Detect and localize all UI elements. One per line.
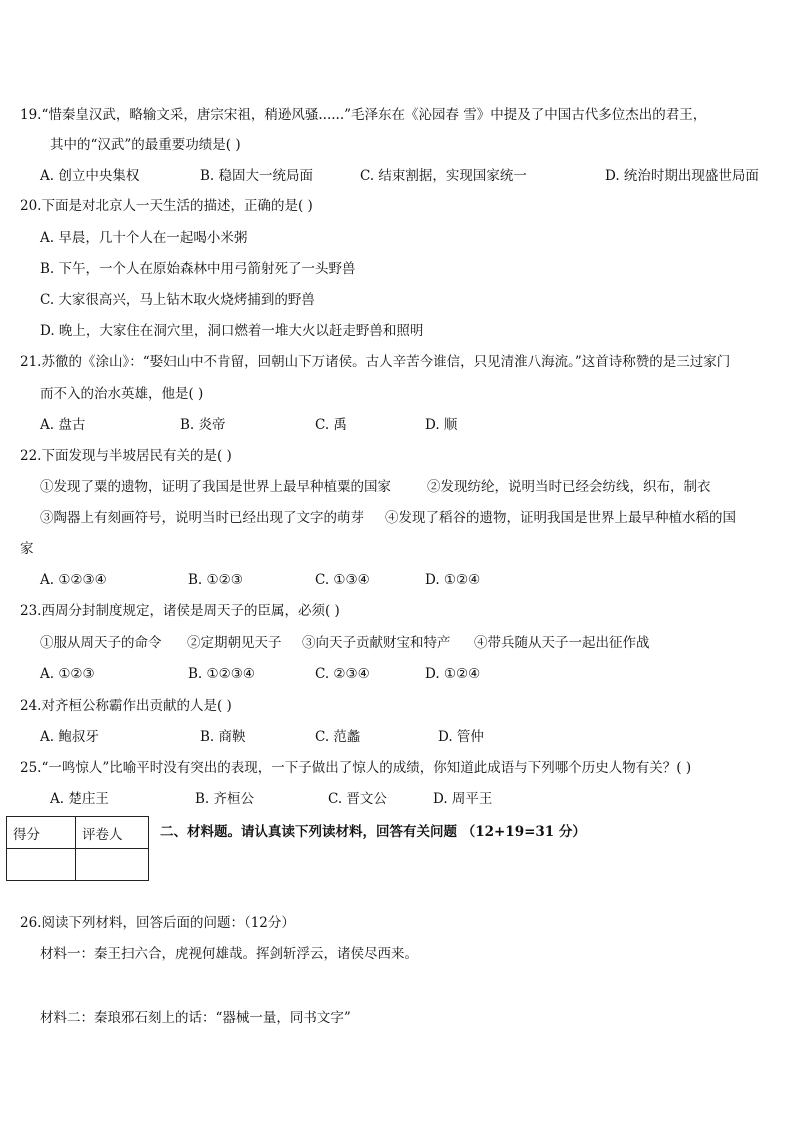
q20-option-b: B. 下午，一个人在原始森林中用弓箭射死了一头野兽 [40, 261, 356, 277]
q20-option-c: C. 大家很高兴，马上钻木取火烧烤捕到的野兽 [40, 292, 315, 308]
q25-option-c: C. 晋文公 [328, 791, 387, 807]
q20-stem: 20.下面是对北京人一天生活的描述，正确的是( ) [20, 198, 313, 214]
q19-stem-line1: 19.“惜秦皇汉武，略输文采，唐宗宋祖，稍逊风骚......”毛泽东在《沁园春 雪》中提及了中国古代多位杰出的君王， [20, 107, 707, 123]
q24-option-d: D. 管仲 [438, 729, 484, 745]
section2-title: 二、材料题。请认真读下列读材料，回答有关问题 （12+19=31 分） [160, 824, 586, 840]
q19-stem-line2: 其中的“汉武”的最重要功绩是( ) [50, 137, 241, 153]
q26-stem: 26.阅读下列材料，回答后面的问题：（12分） [20, 915, 295, 931]
score-label-cell: 得分 [7, 817, 76, 849]
q23-option-b: B. ①②③④ [188, 666, 255, 682]
q22-statement-2: ②发现纺纶，说明当时已经会纺线，织布，制衣 [427, 479, 711, 495]
grader-label-cell: 评卷人 [76, 817, 149, 849]
q22-statement-1: ①发现了粟的遗物，证明了我国是世界上最早种植粟的国家 [40, 479, 391, 495]
q25-option-b: B. 齐桓公 [195, 791, 255, 807]
q21-option-a: A. 盘古 [40, 417, 86, 433]
q25-option-a: A. 楚庄王 [50, 791, 109, 807]
q23-statement-3: ③向天子贡献财宝和特产 [302, 635, 451, 651]
q22-stem: 22.下面发现与半坡居民有关的是( ) [20, 448, 232, 464]
q19-option-b: B. 稳固大一统局面 [200, 168, 314, 184]
q19-option-d: D. 统治时期出现盛世局面 [605, 168, 759, 184]
q23-option-c: C. ②③④ [315, 666, 370, 682]
q21-option-d: D. 顺 [425, 417, 458, 433]
q22-statement-4a: ④发现了稻谷的遗物，证明我国是世界上最早种植水稻的国 [385, 510, 736, 526]
grader-input-cell[interactable] [76, 849, 149, 881]
q24-option-c: C. 范蠡 [315, 729, 361, 745]
q22-option-a: A. ①②③④ [40, 572, 107, 588]
q23-option-d: D. ①②④ [425, 666, 481, 682]
q26-material-1: 材料一：秦王扫六合，虎视何雄哉。挥剑斩浮云，诸侯尽西来。 [40, 946, 418, 962]
q22-option-c: C. ①③④ [315, 572, 370, 588]
q24-stem: 24.对齐桓公称霸作出贡献的人是( ) [20, 698, 232, 714]
q23-statement-2: ②定期朝见天子 [187, 635, 282, 651]
q19-option-c: C. 结束割据，实现国家统一 [360, 168, 527, 184]
q20-option-a: A. 早晨，几十个人在一起喝小米粥 [40, 230, 248, 246]
q23-stem: 23.西周分封制度规定，诸侯是周天子的臣属，必须( ) [20, 603, 340, 619]
q23-statement-1: ①服从周天子的命令 [40, 635, 162, 651]
q25-stem: 25.“一鸣惊人”比喻平时没有突出的表现，一下子做出了惊人的成绩，你知道此成语与下列哪个历史人物有关？( ) [20, 760, 692, 776]
q21-stem-line2: 而不入的治水英雄，他是( ) [40, 386, 204, 402]
q19-option-a: A. 创立中央集权 [40, 168, 140, 184]
score-table [6, 816, 149, 881]
q22-option-d: D. ①②④ [425, 572, 481, 588]
q20-option-d: D. 晚上，大家住在洞穴里，洞口燃着一堆大火以赶走野兽和照明 [40, 323, 424, 339]
q22-option-b: B. ①②③ [188, 572, 243, 588]
q23-option-a: A. ①②③ [40, 666, 95, 682]
q24-option-a: A. 鲍叔牙 [40, 729, 99, 745]
q24-option-b: B. 商鞅 [200, 729, 246, 745]
q26-material-2: 材料二：秦琅邪石刻上的话：“器械一量，同书文字” [40, 1010, 351, 1026]
q25-option-d: D. 周平王 [433, 791, 493, 807]
q22-statement-4b: 家 [20, 541, 34, 557]
q23-statement-4: ④带兵随从天子一起出征作战 [474, 635, 650, 651]
score-input-cell[interactable] [7, 849, 76, 881]
q21-stem-line1: 21.苏徹的《涂山》：“娶妇山中不肯留，回朝山下万诸侯。古人辛苦今谁信，只见清淮八海流。”这首诗称赞的是三过家门 [20, 354, 731, 370]
q21-option-b: B. 炎帝 [180, 417, 226, 433]
q21-option-c: C. 禹 [315, 417, 347, 433]
q22-statement-3: ③陶器上有刻画符号，说明当时已经出现了文字的萌芽 [40, 510, 364, 526]
